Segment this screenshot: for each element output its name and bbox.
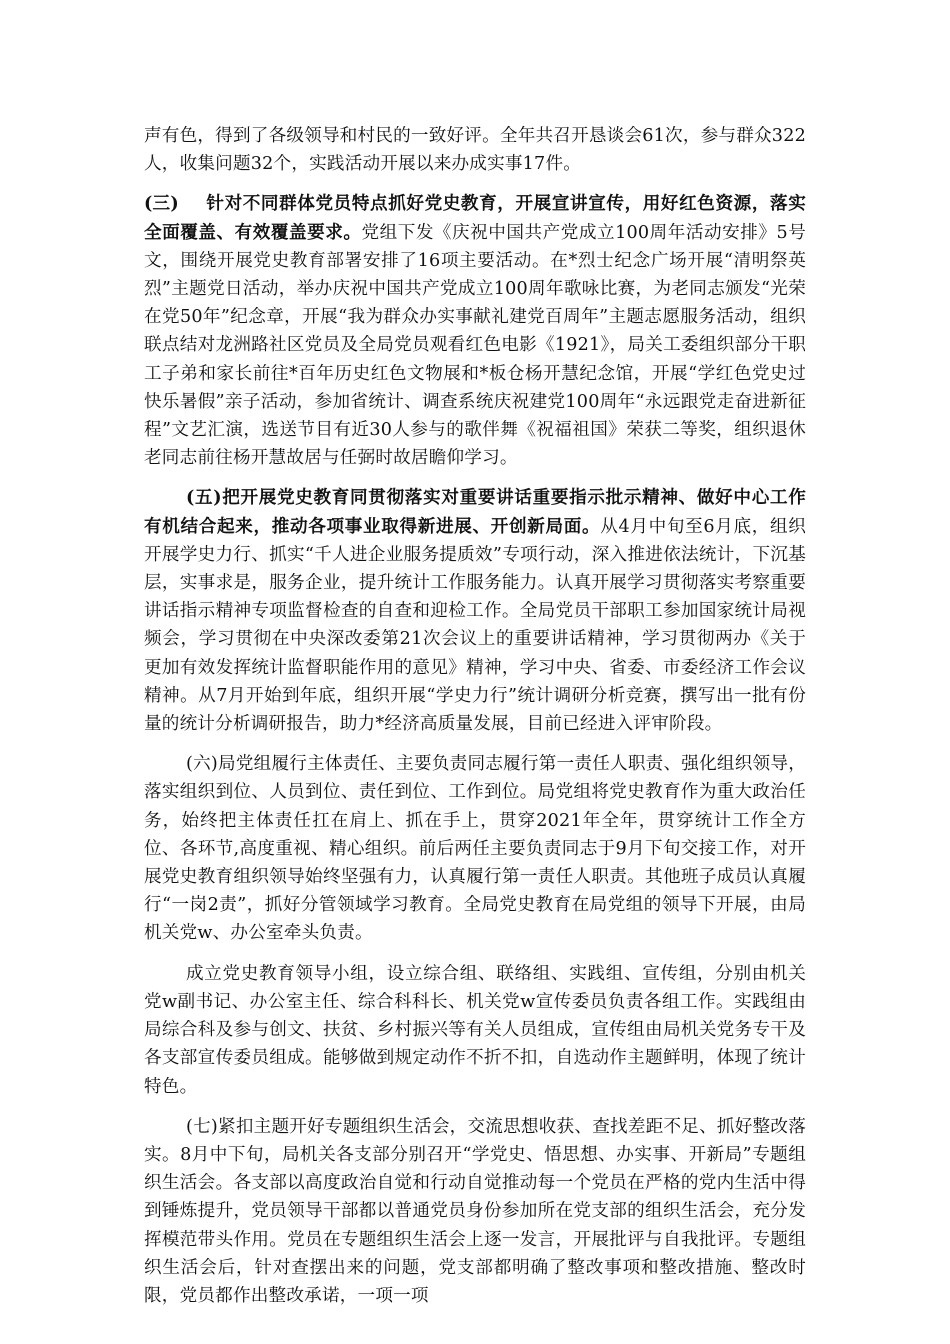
section-heading: 针对不同群体党员特点抓好党史教育，开展宣讲宣传，用好红色资源，落实全面覆盖、有效覆盖要求。 — [144, 193, 806, 243]
paragraph-leading-group: 成立党史教育领导小组，设立综合组、联络组、实践组、宣传组，分别由机关党w副书记、办公室主任、综合科科长、机关党w宣传委员负责各组工作。实践组由局综合科及参与创文、扶贫、乡村振兴等有关人员组成，宣传组由局机关党务专干及各支部宣传委员组成。能够做到规定动作不折不扣，自选动作主题鲜明，体现了统计特色。 — [144, 963, 806, 1097]
paragraph-section-6: (六)局党组履行主体责任、主要负责同志履行第一责任人职责、强化组织领导，落实组织到位、人员到位、责任到位、工作到位。局党组将党史教育作为重大政治任务，始终把主体责任扛在肩上、抓在手上，贯穿2021年全年，贯穿统计工作全方位、各环节,高度重视、精心组织。前后两任主要负责同志于9月下旬交接工作，对开展党史教育组织领导始终坚强有力，认真履行第一责任人职责。其他班子成员认真履行“一岗2责”，抓好分管领域学习教育。全局党史教育在局党组的领导下开展，由局机关党w、办公室牵头负责。 — [144, 754, 806, 944]
section-heading: (五)把开展党史教育同贯彻落实对重要讲话重要指示批示精神、做好中心工作有机结合起来，推动各项事业取得新进展、开创新局面。 — [144, 487, 806, 537]
paragraph-section-5 — [144, 484, 806, 738]
paragraph-continued: 声有色，得到了各级领导和村民的一致好评。全年共召开恳谈会61次，参与群众322人，收集问题32个，实践活动开展以来办成实事17件。 — [144, 126, 806, 175]
paragraph-section-3 — [144, 190, 806, 472]
section-body: 党组下发《庆祝中国共产党成立100周年活动安排》5号文，围绕开展党史教育部署安排了16项主要活动。在*烈士纪念广场开展“清明祭英烈”主题党日活动，举办庆祝中国共产党成立100周年歌咏比赛，为老同志颁发“光荣在党50年”纪念章，开展“我为群众办实事献礼建党百周年”主题志愿服务活动，组织联点结对龙洲路社区党员及全局党员观看红色电影《1921》，局关工委组织部分干职工子弟和家长前往*百年历史红色文物展和*板仓杨开慧纪念馆，开展“学红色党史过快乐暑假”亲子活动，参加省统计、调查系统庆祝建党100周年“永远跟党走奋进新征程”文艺汇演，选送节目有近30人参与的歌伴舞《祝福祖国》荣获二等奖，组织退休老同志前往杨开慧故居与任弼时故居瞻仰学习。 — [144, 222, 806, 469]
paragraph-section-7: (七)紧扣主题开好专题组织生活会，交流思想收获、查找差距不足、抓好整改落实。8月中下旬，局机关各支部分别召开“学党史、悟思想、办实事、开新局”专题组织生活会。各支部以高度政治自觉和行动自觉推动每一个党员在严格的党内生活中得到锤炼提升，党员领导干部都以普通党员身份参加所在党支部的组织生活会，充分发挥模范带头作用。党员在专题组织生活会上逐一发言，开展批评与自我批评。专题组织生活会后，针对查摆出来的问题，党支部都明确了整改事项和整改措施、整改时限，党员都作出整改承诺，一项一项 — [144, 1116, 806, 1306]
section-number: (三) — [144, 193, 179, 215]
document-page — [144, 122, 806, 1322]
section-body: 从4月中旬至6月底，组织开展学史力行、抓实“千人进企业服务提质效”专项行动，深入推进依法统计，下沉基层，实事求是，服务企业，提升统计工作服务能力。认真开展学习贯彻落实考察重要讲话指示精神专项监督检查的自查和迎检工作。全局党员干部职工参加国家统计局视频会，学习贯彻在中央深改委第21次会议上的重要讲话精神，学习贯彻两办《关于更加有效发挥统计监督职能作用的意见》精神，学习中央、省委、市委经济工作会议精神。从7月开始到年底，组织开展“学史力行”统计调研分析竞赛，撰写出一批有份量的统计分析调研报告，助力*经济高质量发展，目前已经进入评审阶段。 — [144, 516, 806, 735]
